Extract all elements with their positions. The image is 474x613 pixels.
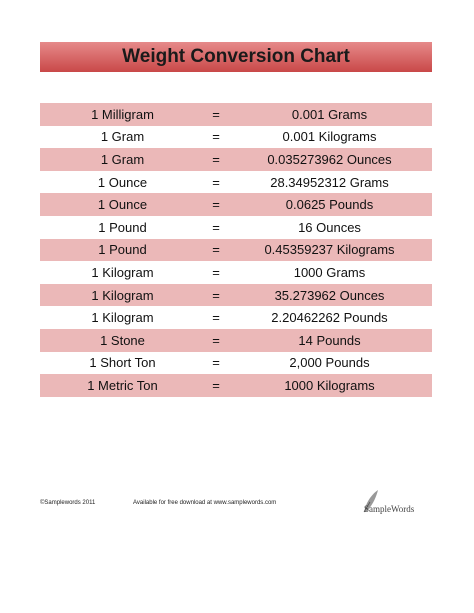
- from-unit-cell: 1 Ounce: [97, 174, 148, 190]
- conversion-table: [40, 103, 432, 397]
- title-bar: [40, 42, 432, 72]
- equals-cell: =: [212, 197, 220, 213]
- from-unit-cell: 1 Kilogram: [91, 287, 154, 303]
- table-row: [40, 171, 432, 194]
- table-row: [40, 216, 432, 239]
- from-unit-cell: 1 Pound: [98, 219, 147, 235]
- to-unit-cell: 0.0625 Pounds: [285, 197, 374, 213]
- table-row: [40, 284, 432, 307]
- table-row: [40, 126, 432, 149]
- equals-cell: =: [212, 264, 220, 280]
- table-row: [40, 148, 432, 171]
- from-unit-cell: 1 Milligram: [91, 106, 154, 122]
- table-row: [40, 103, 432, 126]
- download-notice: Available for free download at www.samplewords.com: [133, 500, 277, 506]
- samplewords-logo: [356, 488, 426, 516]
- to-unit-cell: 1000 Kilograms: [284, 377, 375, 393]
- from-unit-cell: 1 Gram: [100, 129, 145, 145]
- table-row: [40, 239, 432, 262]
- from-unit-cell: 1 Kilogram: [91, 310, 154, 326]
- to-unit-cell: 28.34952312 Grams: [270, 174, 389, 190]
- table-row: [40, 193, 432, 216]
- to-unit-cell: 2,000 Pounds: [289, 355, 370, 371]
- from-unit-cell: 1 Kilogram: [91, 264, 154, 280]
- table-row: [40, 352, 432, 375]
- to-unit-cell: 16 Ounces: [298, 219, 361, 235]
- to-unit-cell: 2.20462262 Pounds: [271, 310, 388, 326]
- to-unit-cell: 14 Pounds: [298, 332, 361, 348]
- page-title: Weight Conversion Chart: [122, 46, 350, 67]
- table-row: [40, 306, 432, 329]
- to-unit-cell: 0.001 Grams: [291, 106, 368, 122]
- equals-cell: =: [212, 242, 220, 258]
- from-unit-cell: 1 Metric Ton: [87, 377, 158, 393]
- logo-text: SampleWords: [364, 504, 415, 514]
- equals-cell: =: [212, 174, 220, 190]
- from-unit-cell: 1 Ounce: [97, 197, 148, 213]
- copyright-text: ©Samplewords 2011: [40, 500, 96, 506]
- equals-cell: =: [212, 310, 220, 326]
- table-row: [40, 374, 432, 397]
- equals-cell: =: [212, 219, 220, 235]
- from-unit-cell: 1 Gram: [100, 151, 145, 167]
- table-row: [40, 261, 432, 284]
- to-unit-cell: 35.273962 Ounces: [274, 287, 385, 303]
- to-unit-cell: 1000 Grams: [293, 264, 366, 280]
- to-unit-cell: 0.45359237 Kilograms: [264, 242, 395, 258]
- to-unit-cell: 0.035273962 Ounces: [267, 151, 392, 167]
- from-unit-cell: 1 Short Ton: [89, 355, 156, 371]
- to-unit-cell: 0.001 Kilograms: [282, 129, 377, 145]
- equals-cell: =: [212, 355, 220, 371]
- from-unit-cell: 1 Pound: [98, 242, 147, 258]
- equals-cell: =: [212, 377, 220, 393]
- equals-cell: =: [212, 332, 220, 348]
- equals-cell: =: [212, 287, 220, 303]
- equals-cell: =: [212, 106, 220, 122]
- equals-cell: =: [212, 129, 220, 145]
- equals-cell: =: [212, 151, 220, 167]
- table-row: [40, 329, 432, 352]
- from-unit-cell: 1 Stone: [100, 332, 145, 348]
